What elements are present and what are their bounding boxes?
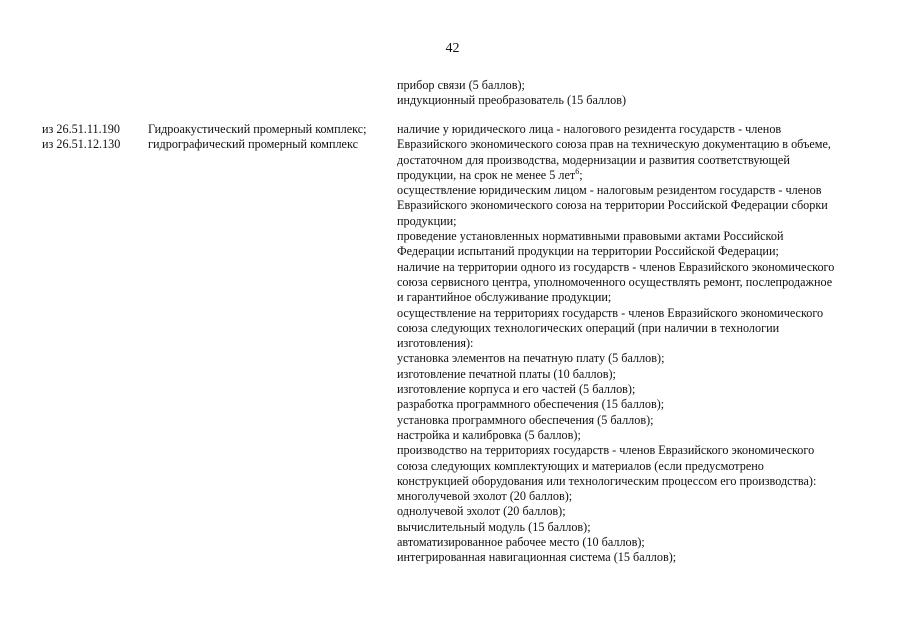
requirement-line: достаточном для производства, модернизации и развития соответствующей <box>397 152 790 167</box>
requirement-line: однолучевой эхолот (20 баллов); <box>397 504 566 519</box>
requirement-line: и гарантийное обслуживание продукции; <box>397 290 612 305</box>
intro-line: прибор связи (5 баллов); <box>397 78 525 92</box>
requirement-line: изготовления): <box>397 336 474 351</box>
okpd-code: из 26.51.12.130 <box>42 137 121 152</box>
requirement-line: изготовление корпуса и его частей (5 баллов); <box>397 382 636 397</box>
requirement-line: изготовление печатной платы (10 баллов); <box>397 366 616 381</box>
requirement-line: конструкцией оборудования или технологическим процессом его производства): <box>397 473 817 488</box>
requirement-line-with-footnote <box>397 168 867 183</box>
requirement-line: союза следующих технологических операций (при наличии в технологии <box>397 320 780 335</box>
requirement-line: осуществление на территориях государств - членов Евразийского экономического <box>397 305 824 320</box>
requirement-line: производство на территориях государств - членов Евразийского экономического <box>397 443 815 458</box>
requirement-line: союза следующих комплектующих и материалов (если предусмотрено <box>397 458 764 473</box>
footnote-mark: 6 <box>575 166 580 176</box>
requirement-line: многолучевой эхолот (20 баллов); <box>397 489 573 504</box>
product-line: гидрографический промерный комплекс <box>148 137 358 152</box>
requirement-line: установка программного обеспечения (5 баллов); <box>397 412 654 427</box>
requirement-line: наличие на территории одного из государств - членов Евразийского экономического <box>397 259 835 274</box>
page-number: 42 <box>445 41 460 56</box>
requirement-line: разработка программного обеспечения (15 баллов); <box>397 397 665 412</box>
intro-lines <box>397 78 867 109</box>
product-name <box>148 122 388 153</box>
requirement-line: интегрированная навигационная система (15 баллов); <box>397 550 677 565</box>
product-line: Гидроакустический промерный комплекс; <box>148 122 367 136</box>
intro-line: индукционный преобразователь (15 баллов) <box>397 93 627 108</box>
requirement-line: Евразийского экономического союза на территории Российской Федерации сборки <box>397 198 828 213</box>
requirement-line: вычислительный модуль (15 баллов); <box>397 519 591 534</box>
requirements-list <box>397 122 867 566</box>
okpd-codes <box>42 122 142 153</box>
requirement-line: союза сервисного центра, уполномоченного осуществлять ремонт, послепродажное <box>397 274 833 289</box>
requirement-line: установка элементов на печатную плату (5 баллов); <box>397 351 665 366</box>
requirement-line: Федерации испытаний продукции на территории Российской Федерации; <box>397 244 779 259</box>
footnote-suffix: ; <box>579 167 583 182</box>
requirement-line: проведение установленных нормативными правовыми актами Российской <box>397 229 784 244</box>
requirement-line: продукции; <box>397 213 457 228</box>
requirement-text: продукции, на срок не менее 5 лет <box>397 167 576 182</box>
requirement-line: настройка и калибровка (5 баллов); <box>397 427 581 442</box>
requirement-line: автоматизированное рабочее место (10 баллов); <box>397 535 645 550</box>
okpd-code: из 26.51.11.190 <box>42 122 120 136</box>
requirement-line: осуществление юридическим лицом - налоговым резидентом государств - членов <box>397 183 822 198</box>
requirement-line: Евразийского экономического союза прав на техническую документацию в объеме, <box>397 137 831 152</box>
requirement-line: наличие у юридического лица - налогового резидента государств - членов <box>397 122 782 136</box>
